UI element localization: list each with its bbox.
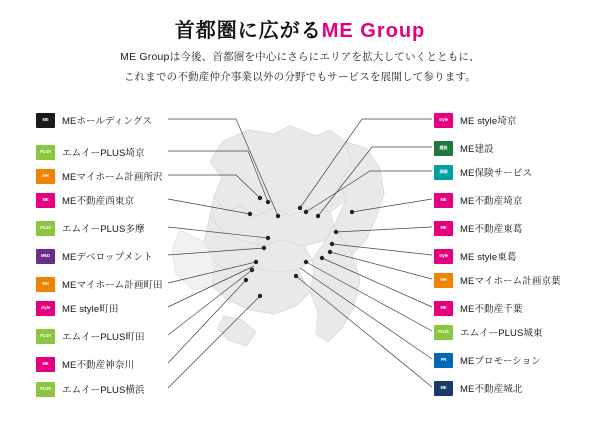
company-logo-icon: MH	[36, 169, 55, 184]
map-region-kanagawa	[212, 262, 310, 314]
company-label: MEマイホーム計画町田	[62, 280, 163, 291]
company-item-right-9[interactable]	[434, 322, 543, 342]
company-logo-icon: ME	[36, 357, 55, 372]
company-item-left-6[interactable]	[36, 246, 153, 266]
company-logo-icon: PLUS	[36, 329, 55, 344]
company-label: MEプロモーション	[460, 356, 541, 367]
company-item-left-5[interactable]	[36, 218, 145, 238]
company-logo-icon: PLUS	[36, 145, 55, 160]
company-item-right-3[interactable]	[434, 162, 532, 182]
company-logo-icon: ME	[36, 193, 55, 208]
company-logo-icon: style	[434, 249, 453, 264]
page-title	[0, 14, 600, 43]
company-logo-icon: PLUS	[434, 325, 453, 340]
company-item-right-11[interactable]	[434, 378, 522, 398]
company-logo-icon: PR	[434, 353, 453, 368]
company-logo-icon: ME	[434, 193, 453, 208]
company-label: MEマイホーム計画京葉	[460, 276, 561, 287]
company-label: エムイーPLUS町田	[62, 332, 145, 343]
map-region-izu	[218, 316, 256, 346]
company-label: エムイーPLUS埼京	[62, 148, 145, 159]
page-title-prefix: 首都圏に広がる	[174, 20, 322, 42]
company-logo-icon: style	[36, 301, 55, 316]
company-label: ME不動産埼京	[460, 196, 523, 207]
company-label: ME不動産神奈川	[62, 360, 135, 371]
company-item-left-3[interactable]	[36, 166, 163, 186]
company-logo-icon: ME	[36, 113, 55, 128]
company-item-right-6[interactable]	[434, 246, 516, 266]
company-logo-icon: PLUS	[36, 382, 55, 397]
company-label: MEマイホーム計画所沢	[62, 172, 163, 183]
company-logo-icon: style	[434, 113, 453, 128]
page-subtitle	[0, 48, 600, 88]
company-label: ME style埼京	[460, 116, 517, 127]
company-label: MEホールディングス	[62, 116, 153, 127]
company-label: ME style東葛	[460, 252, 517, 263]
company-item-left-10[interactable]	[36, 354, 134, 374]
company-item-right-2[interactable]	[434, 138, 494, 158]
company-item-right-8[interactable]	[434, 298, 522, 318]
company-label: MEデベロップメント	[62, 252, 153, 263]
company-label: エムイーPLUS城東	[460, 328, 543, 339]
company-label: ME不動産東葛	[460, 224, 523, 235]
company-logo-icon: ME	[434, 381, 453, 396]
company-logo-icon: MH	[434, 273, 453, 288]
company-label: エムイーPLUS多摩	[62, 224, 145, 235]
company-label: ME不動産千葉	[460, 304, 523, 315]
company-item-left-8[interactable]	[36, 298, 118, 318]
company-item-left-11[interactable]	[36, 379, 145, 399]
company-logo-icon: MED	[36, 249, 55, 264]
subtitle-line-1: ME Groupは今後、首都圏を中心にさらにエリアを拡大していくとともに、	[120, 51, 480, 63]
company-item-right-4[interactable]	[434, 190, 522, 210]
company-item-left-2[interactable]	[36, 142, 145, 162]
company-label: ME保険サービス	[460, 168, 533, 179]
company-logo-icon: ME	[434, 221, 453, 236]
company-item-right-5[interactable]	[434, 218, 522, 238]
company-label: ME不動産西東京	[62, 196, 135, 207]
company-item-left-9[interactable]	[36, 326, 145, 346]
company-item-right-10[interactable]	[434, 350, 541, 370]
company-label: ME style町田	[62, 304, 119, 315]
subtitle-line-2: これまでの不動産仲介事業以外の分野でもサービスを展開して参ります。	[123, 70, 477, 83]
company-item-right-7[interactable]	[434, 270, 561, 290]
company-item-right-1[interactable]	[434, 110, 516, 130]
company-logo-icon: 保険	[434, 165, 453, 180]
map-svg	[170, 120, 430, 400]
page-title-accent: ME Group	[321, 20, 426, 42]
company-label: ME不動産城北	[460, 384, 523, 395]
company-logo-icon: 建設	[434, 141, 453, 156]
company-label: ME建設	[460, 144, 494, 155]
company-item-left-4[interactable]	[36, 190, 134, 210]
company-item-left-7[interactable]	[36, 274, 163, 294]
company-logo-icon: PLUS	[36, 221, 55, 236]
company-logo-icon: MH	[36, 277, 55, 292]
company-label: エムイーPLUS横浜	[62, 385, 145, 396]
kanto-map	[170, 120, 430, 400]
company-logo-icon: ME	[434, 301, 453, 316]
map-region-gunma-tochigi	[210, 126, 352, 216]
company-item-left-1[interactable]	[36, 110, 152, 130]
